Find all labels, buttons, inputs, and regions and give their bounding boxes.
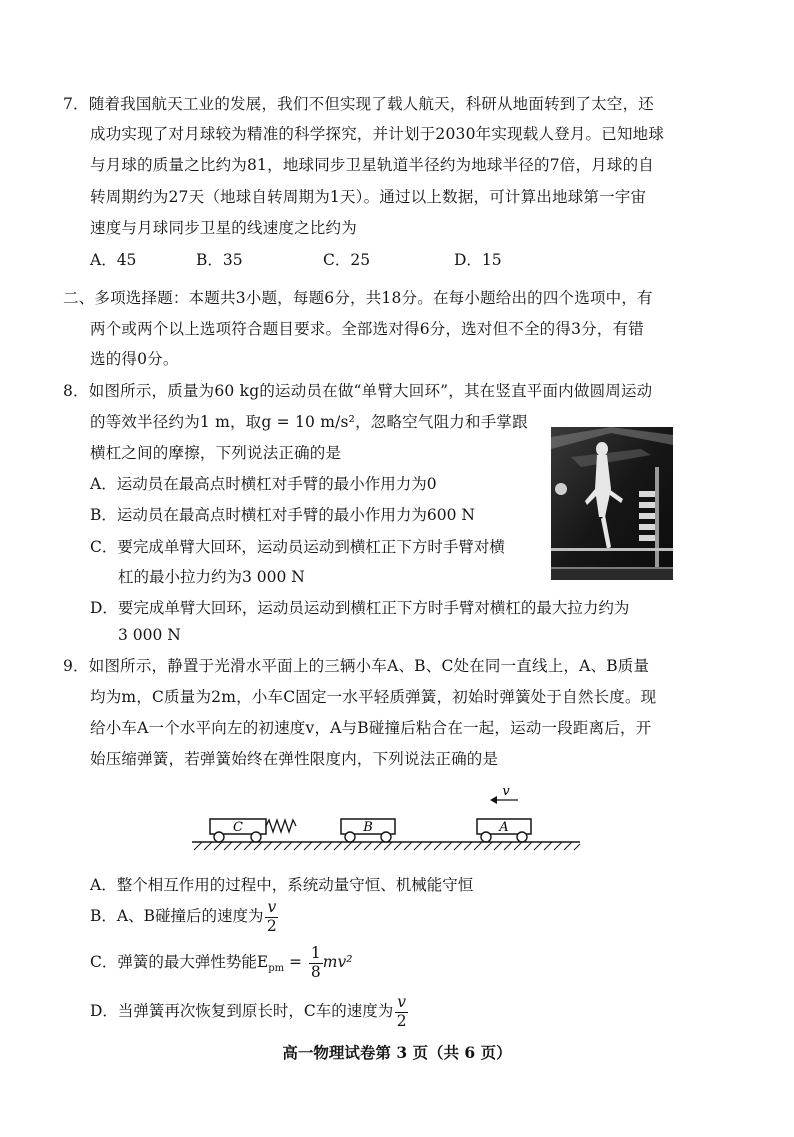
- q7-line-1: 7．随着我国航天工业的发展，我们不但实现了载人航天，科研从地面转到了太空，还: [63, 95, 654, 113]
- spring: [266, 820, 296, 832]
- q8-line-3: 横杠之间的摩擦，下列说法正确的是: [90, 444, 342, 462]
- q9-option-a: A．整个相互作用的过程中，系统动量守恒、机械能守恒: [90, 876, 474, 894]
- q9-option-c-denominator: 8: [310, 962, 321, 981]
- q7-line-2: 成功实现了对月球较为精准的科学探究，并计划于2030年实现载人登月。已知地球: [90, 125, 665, 143]
- q8-option-d-cont: 3 000 N: [118, 626, 181, 644]
- q9-line-1: 9．如图所示，静置于光滑水平面上的三辆小车A、B、C处在同一直线上，A、B质量: [63, 657, 650, 675]
- q8-option-c: C．要完成单臂大回环，运动员运动到横杠正下方时手臂对横: [90, 538, 505, 556]
- cart-b-label: B: [363, 820, 373, 835]
- q8-line-2: 的等效半径约为1 m，取g = 10 m/s²，忽略空气阻力和手掌跟: [90, 413, 528, 431]
- q9-option-d-denominator: 2: [396, 1011, 407, 1030]
- q8-option-c-cont: 杠的最小拉力约为3 000 N: [118, 568, 305, 586]
- velocity-label: v: [502, 786, 510, 799]
- q7-option-a: A．45: [90, 251, 137, 269]
- cart-a-label: A: [499, 820, 509, 835]
- cart-c: [210, 819, 266, 842]
- q9-option-c-text: C．弹簧的最大弹性势能E: [90, 953, 269, 971]
- carts-diagram: [188, 786, 583, 858]
- q9-option-d: [90, 995, 408, 1029]
- q9-option-d-numerator: v: [397, 993, 407, 1011]
- q9-line-4: 始压缩弹簧，若弹簧始终在弹性限度内，下列说法正确的是: [90, 750, 499, 768]
- q9-option-c-fraction: [309, 946, 323, 980]
- cart-b: [341, 819, 395, 842]
- q8-option-a: A．运动员在最高点时横杠对手臂的最小作用力为0: [90, 475, 437, 493]
- q8-line-1: 8．如图所示，质量为60 kg的运动员在做“单臂大回环”，其在竖直平面内做圆周运动: [63, 382, 653, 400]
- q7-option-b: B．35: [196, 251, 243, 269]
- gymnast-photo: [551, 427, 673, 580]
- section2-line-2: 两个或两个以上选项符合题目要求。全部选对得6分，选对但不全的得3分，有错: [90, 320, 644, 338]
- q9-option-c-equals: =: [284, 953, 307, 971]
- q7-line-4: 转周期约为27天（地球自转周期为1天）。通过以上数据，可计算出地球第一宇宙: [90, 188, 647, 206]
- section2-line-3: 选的得0分。: [90, 350, 179, 368]
- velocity-arrowhead: [490, 796, 497, 804]
- page-footer: 高一物理试卷第 3 页（共 6 页）: [282, 1043, 512, 1062]
- ground-hatch: [194, 842, 580, 850]
- q9-option-b: [90, 900, 278, 934]
- q8-option-b: B．运动员在最高点时横杠对手臂的最小作用力为600 N: [90, 506, 475, 524]
- q7-line-5: 速度与月球同步卫星的线速度之比约为: [90, 219, 357, 237]
- q9-option-b-numerator: v: [267, 898, 277, 916]
- q9-option-c-tail: mv²: [322, 953, 353, 971]
- q9-option-d-text: D．当弹簧再次恢复到原长时，C车的速度为: [90, 1002, 394, 1020]
- q9-line-3: 给小车A一个水平向左的初速度v，A与B碰撞后粘合在一起，运动一段距离后，开: [90, 719, 652, 737]
- cart-c-label: C: [233, 820, 243, 835]
- q9-option-d-fraction: [395, 995, 408, 1029]
- q9-option-b-denominator: 2: [266, 916, 277, 935]
- q9-option-b-fraction: [265, 900, 278, 934]
- gymnast-photo-drawing: [551, 427, 673, 580]
- q9-option-c-subscript: pm: [268, 963, 285, 975]
- cart-a: [477, 819, 531, 842]
- q9-option-b-text: B．A、B碰撞后的速度为: [90, 907, 264, 925]
- q9-option-c-numerator: 1: [310, 944, 321, 962]
- q9-option-c: [90, 946, 352, 980]
- section2-line-1: 二、多项选择题：本题共3小题，每题6分，共18分。在每小题给出的四个选项中，有: [63, 289, 653, 307]
- q7-option-c: C．25: [323, 251, 371, 269]
- q7-line-3: 与月球的质量之比约为81，地球同步卫星轨道半径约为地球半径的7倍，月球的自: [90, 156, 654, 174]
- q7-option-d: D．15: [454, 251, 502, 269]
- q9-line-2: 均为m，C质量为2m，小车C固定一水平轻质弹簧，初始时弹簧处于自然长度。现: [90, 688, 657, 706]
- q8-option-d: D．要完成单臂大回环，运动员运动到横杠正下方时手臂对横杠的最大拉力约为: [90, 599, 630, 617]
